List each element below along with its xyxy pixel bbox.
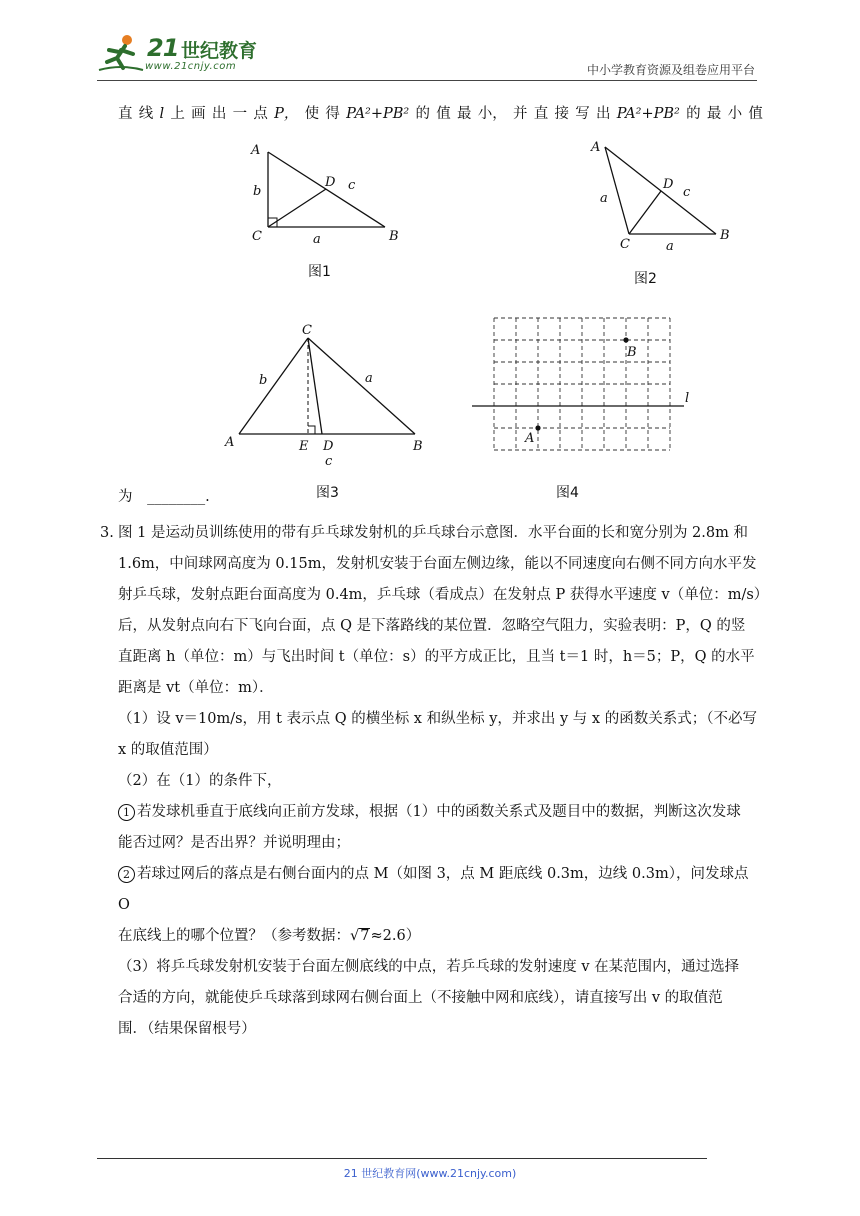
- part2-title: （2）在（1）的条件下，: [118, 773, 282, 789]
- logo-url: www.21cnjy.com: [145, 61, 237, 72]
- fig1-label-a: a: [313, 232, 321, 247]
- figure-2: [585, 135, 745, 255]
- intro-word: 一: [232, 106, 248, 122]
- figure-1: [245, 138, 415, 248]
- fig4-label-B: B: [627, 345, 637, 360]
- intro-expression: PA²+PB²: [616, 106, 680, 122]
- intro-word: 的: [415, 106, 430, 122]
- fig1-label-A: A: [251, 143, 261, 158]
- footer-link[interactable]: 21 世纪教育网(www.21cnjy.com): [343, 1167, 517, 1180]
- question-line: 图 1 是运动员训练使用的带有乒乓球发射机的乒乓球台示意图．水平台面的长和宽分别为 2.8m 和: [118, 525, 748, 541]
- footer-divider: [97, 1158, 707, 1159]
- sqrt-icon: √: [350, 928, 360, 944]
- fig4-label-l: l: [685, 391, 690, 406]
- intro-word: 点: [253, 106, 268, 122]
- part2-item2-line: [118, 859, 763, 921]
- question-line: 1.6m，中间球网高度为 0.15m，发射机安装于台面左侧边缘，能以不同速度向右侧不同方向水平发: [118, 556, 757, 572]
- intro-word: 上: [170, 106, 185, 122]
- intro-word: 直: [533, 106, 549, 122]
- part2-item2-line: [118, 921, 763, 952]
- part1-line: （1）设 v＝10m/s，用 t 表示点 Q 的横坐标 x 和纵坐标 y，并求出 y 与 x 的函数关系式；（不必写: [118, 711, 757, 727]
- fig3-label-b: b: [259, 373, 268, 388]
- fig3-label-E: E: [299, 439, 309, 454]
- fig2-label-D: D: [663, 177, 674, 192]
- sqrt-radicand: 7: [360, 928, 370, 944]
- intro-word: 并: [513, 106, 528, 122]
- circled-number-icon: 2: [118, 866, 135, 883]
- intro-word: 值: [748, 106, 763, 122]
- part2-item2-text: 若球过网后的落点是右侧台面内的点 M（如图 3，点 M 距底线 0.3m，边线 0.3m），问发球点 O: [118, 866, 749, 913]
- intro-word: 出: [596, 106, 611, 122]
- intro-word: 出: [211, 106, 227, 122]
- logo-text: 世纪教育: [181, 40, 258, 62]
- answer-suffix: .: [205, 489, 210, 505]
- fig3-label-a: a: [365, 371, 373, 386]
- fig2-caption: 图2: [634, 271, 657, 287]
- intro-word: 小，: [477, 106, 507, 122]
- part3-line: 合适的方向，就能使乒乓球落到球网右侧台面上（不接触中网和底线），请直接写出 v 的取值范: [118, 990, 723, 1006]
- part3-line: （3）将乒乓球发射机安装于台面左侧底线的中点，若乒乓球的发射速度 v 在某范围内，通过选择: [118, 959, 740, 975]
- platform-title: 中小学教育资源及组卷应用平台: [586, 63, 755, 77]
- figure-3: [222, 320, 432, 470]
- answer-prefix: 为: [118, 489, 133, 505]
- fig2-label-a-bottom: a: [666, 239, 674, 254]
- fig3-label-D: D: [323, 439, 334, 454]
- intro-word: 最: [457, 106, 472, 122]
- part2-item2-text: 在底线上的哪个位置？（参考数据：: [118, 928, 350, 944]
- part2-item1-line: 能否过网？是否出界？并说明理由；: [118, 835, 350, 851]
- fig3-caption: 图3: [316, 485, 339, 501]
- fig3-label-A: A: [225, 435, 235, 450]
- intro-word: 画: [191, 106, 206, 122]
- intro-word: 使: [304, 106, 320, 122]
- answer-line: [118, 482, 318, 513]
- part2-item1-text: 若发球机垂直于底线向正前方发球，根据（1）中的函数关系式及题目中的数据，判断这次发球: [137, 804, 741, 820]
- intro-expression: PA²+PB²: [346, 106, 410, 122]
- intro-word: 值: [436, 106, 451, 122]
- question-line: 射乒乓球，发射点距台面高度为 0.4m，乒乓球（看成点）在发射点 P 获得水平速度 v（单位：m/s）: [118, 587, 769, 603]
- fig4-caption: 图4: [556, 485, 579, 501]
- fig2-label-c: c: [683, 185, 691, 200]
- fig3-label-C: C: [302, 323, 312, 338]
- part2-item2-text: ≈2.6）: [370, 928, 421, 944]
- figure-4: [470, 314, 700, 454]
- question-line: 直距离 h（单位：m）与飞出时间 t（单位：s）的平方成正比，且当 t＝1 时，h＝5；P，Q 的水平: [118, 649, 755, 665]
- fig1-label-B: B: [389, 229, 399, 244]
- page-header: [97, 30, 757, 81]
- intro-word: 小: [727, 106, 743, 122]
- part1-line: x 的取值范围）: [118, 742, 218, 758]
- logo-number: 21: [147, 34, 179, 62]
- fig2-label-C: C: [620, 237, 630, 252]
- fig3-side-ca: [239, 338, 308, 434]
- fig2-label-A: A: [591, 140, 601, 155]
- part2-item1-line: [118, 797, 763, 828]
- intro-word: 得: [325, 106, 340, 122]
- fig4-point-A: [535, 425, 540, 430]
- fig3-median-cd: [308, 338, 322, 434]
- fig4-point-B: [623, 337, 628, 342]
- runner-icon: [97, 34, 145, 74]
- fig3-label-B: B: [413, 439, 423, 454]
- fig2-label-B: B: [720, 228, 730, 243]
- fig4-label-A: A: [525, 431, 535, 446]
- fig2-side-ab: [605, 147, 716, 234]
- intro-word: 的: [686, 106, 701, 122]
- fig4-dashed-grid: [494, 318, 670, 450]
- intro-word: 接: [554, 106, 569, 122]
- intro-word: l: [159, 106, 165, 122]
- circled-number-icon: 1: [118, 804, 135, 821]
- intro-line: [118, 99, 763, 130]
- intro-word: P，: [274, 106, 299, 122]
- question-number: 3.: [100, 525, 114, 541]
- fig2-label-a-left: a: [600, 191, 608, 206]
- intro-word: 写: [575, 106, 590, 122]
- fig3-side-cb: [308, 338, 415, 434]
- fig2-median-cd: [629, 191, 661, 234]
- answer-blank[interactable]: ________: [147, 489, 206, 505]
- fig1-label-b: b: [253, 184, 262, 199]
- fig3-right-angle-mark: [308, 426, 315, 434]
- fig1-label-C: C: [252, 229, 262, 244]
- site-logo[interactable]: [97, 34, 267, 76]
- fig2-side-ac: [605, 147, 629, 234]
- intro-word: 直: [118, 106, 133, 122]
- intro-word: 最: [706, 106, 722, 122]
- intro-word: 线: [138, 106, 154, 122]
- fig3-label-c: c: [325, 454, 333, 469]
- fig1-label-D: D: [325, 175, 336, 190]
- question-line: 距离是 vt（单位：m）．: [118, 680, 274, 696]
- part3-line: 围．（结果保留根号）: [118, 1021, 256, 1037]
- question3-body: [118, 518, 769, 1045]
- fig1-label-c: c: [348, 178, 356, 193]
- fig1-caption: 图1: [308, 264, 331, 280]
- question-line: 后，从发射点向右下飞向台面，点 Q 是下落路线的某位置．忽略空气阻力，实验表明：P，Q 的竖: [118, 618, 746, 634]
